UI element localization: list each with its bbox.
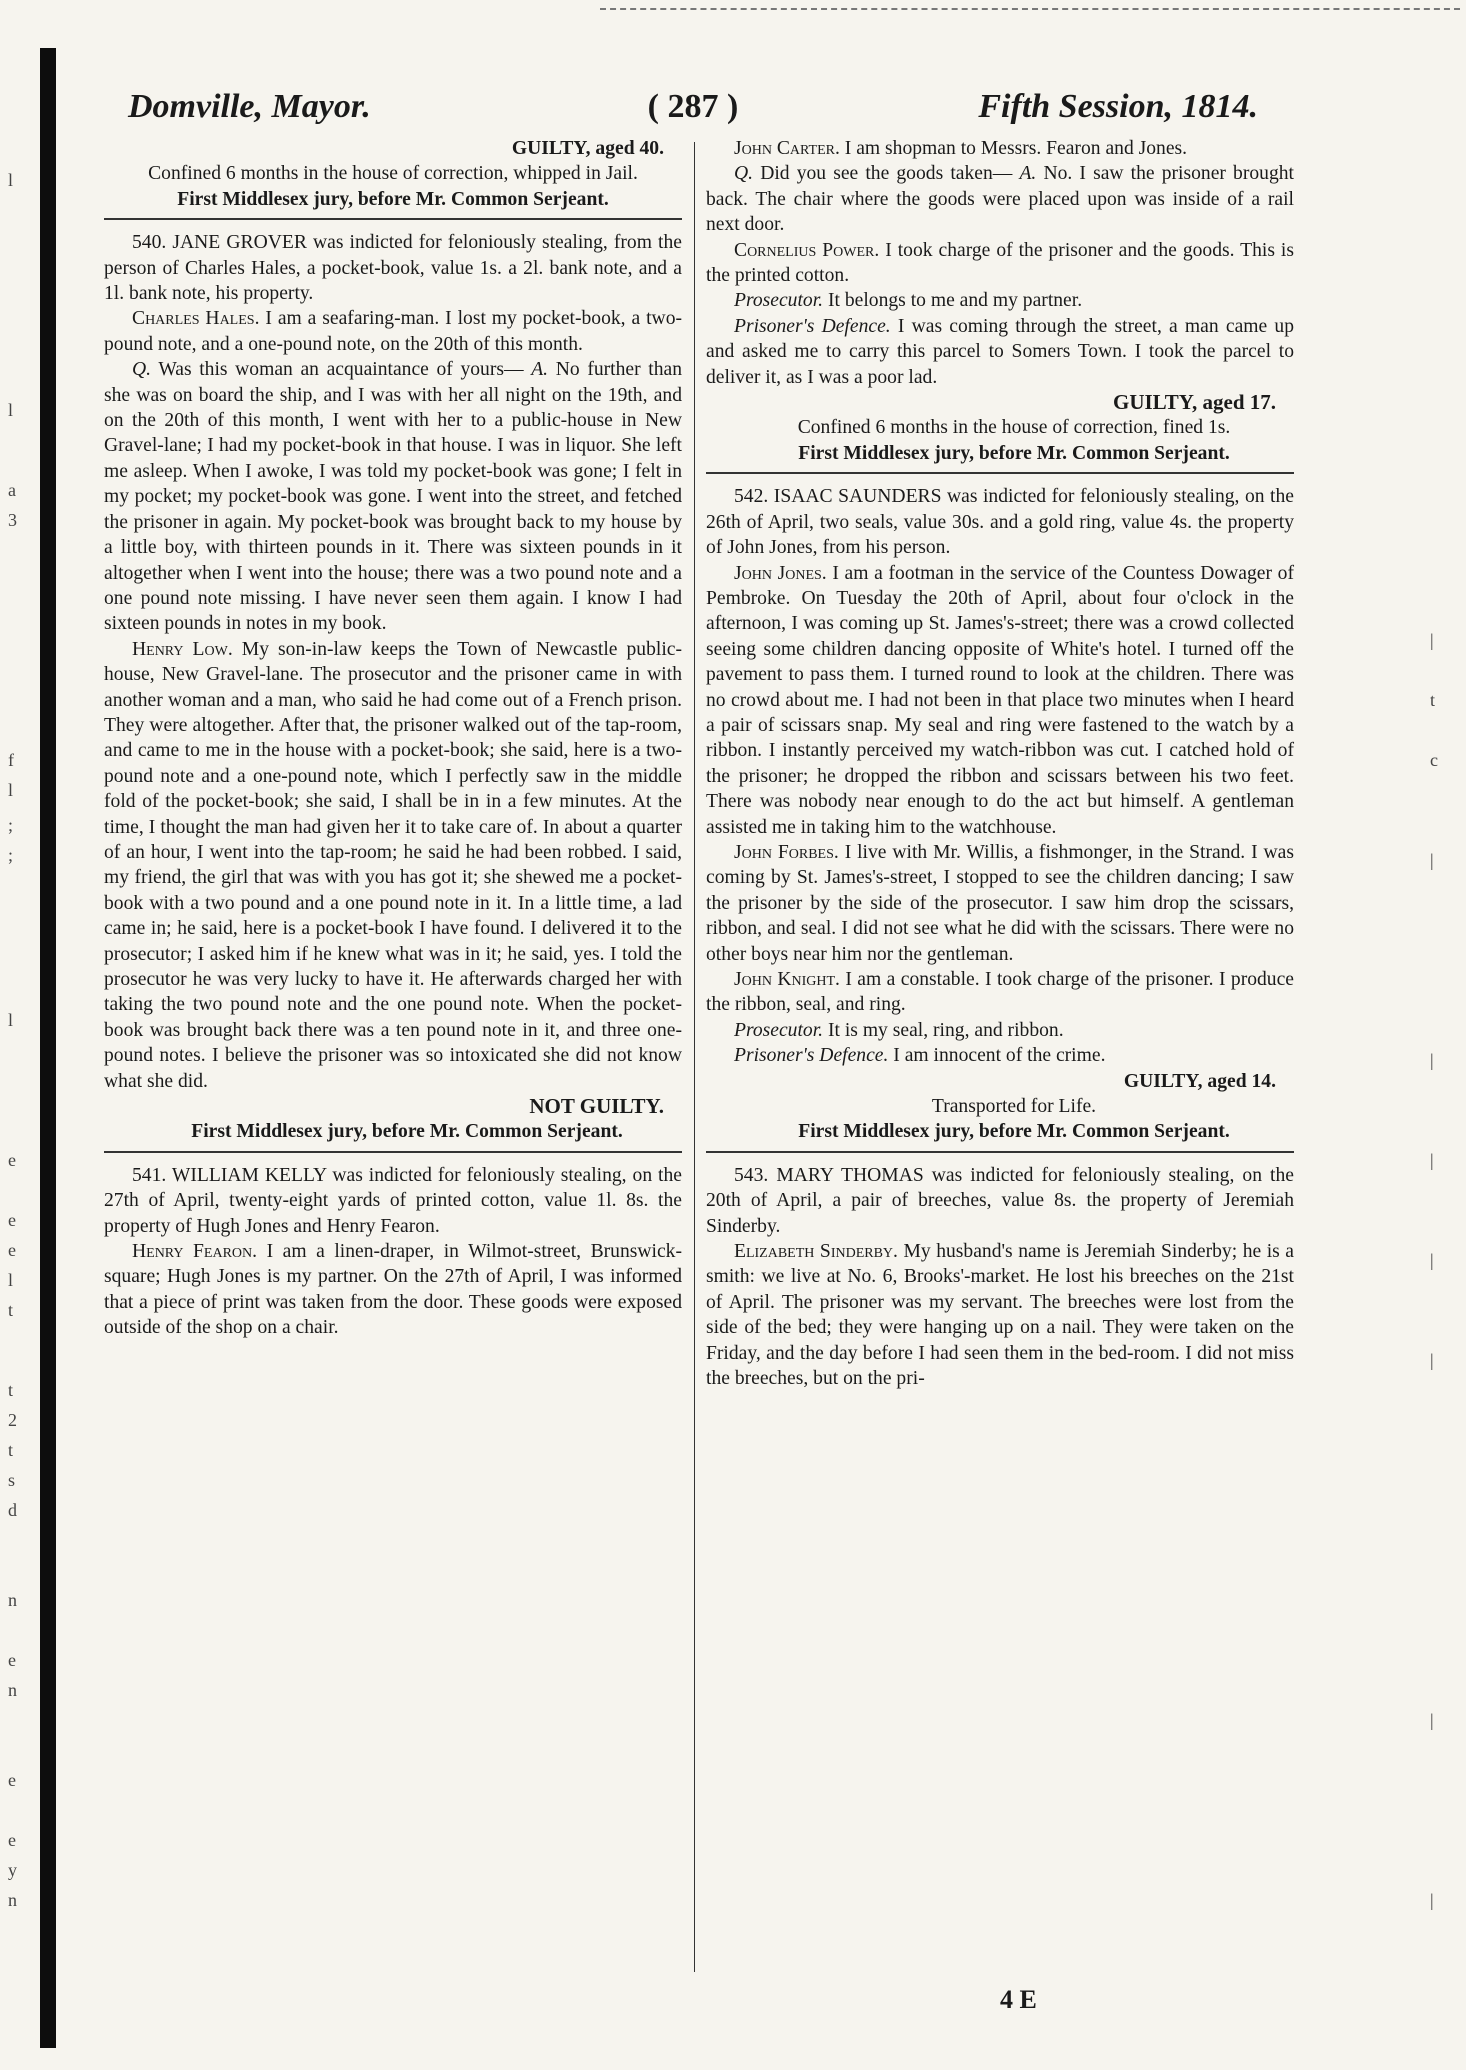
- case-541-continued: [706, 136, 1294, 466]
- testimony-text: I am a constable. I took charge of the prisoner. I produce the ribbon, seal, and ring.: [706, 969, 1295, 1016]
- testimony: [104, 637, 682, 1094]
- margin-mark: t: [1430, 690, 1436, 710]
- testimony: [706, 161, 1294, 237]
- statement-text: I am innocent of the crime.: [893, 1045, 1106, 1067]
- testimony: [104, 1239, 682, 1341]
- margin-mark: e: [8, 1240, 16, 1260]
- verdict: GUILTY, aged 17.: [1113, 390, 1276, 415]
- margin-mark: f: [8, 750, 14, 770]
- testimony: [706, 967, 1294, 1018]
- margin-mark: a: [8, 480, 16, 500]
- case-rule: [706, 1151, 1294, 1153]
- statement: [706, 288, 1294, 313]
- testimony-text: I am a seafaring-man. I lost my pocket-book, a two-pound note, and a one-pound note, on the 20th of this month.: [104, 308, 683, 355]
- answer-marker: A.: [1019, 163, 1037, 185]
- margin-mark: l: [8, 1270, 14, 1290]
- witness-name: John Carter.: [734, 138, 840, 159]
- margin-mark: |: [1430, 850, 1434, 870]
- margin-mark: 3: [8, 510, 17, 530]
- case-rule: [706, 472, 1294, 474]
- margin-mark: n: [8, 1890, 17, 1910]
- case-rule: [104, 218, 682, 220]
- role-label: Prisoner's Defence.: [734, 315, 891, 337]
- margin-mark: t: [8, 1300, 14, 1320]
- jury-line: First Middlesex jury, before Mr. Common Serjeant.: [798, 442, 1230, 464]
- margin-mark: s: [8, 1470, 16, 1490]
- margin-mark: e: [8, 1770, 16, 1790]
- witness-name: Cornelius Power.: [734, 239, 880, 261]
- role-label: Prosecutor.: [734, 1019, 824, 1041]
- witness-name: Henry Low.: [132, 638, 233, 660]
- case-540: [104, 230, 682, 1145]
- margin-mark: c: [1430, 750, 1438, 770]
- testimony-text: I live with Mr. Willis, a fishmonger, in the Strand. I was coming by St. James's-street, I stopped to see the children dancing; I saw the prisoner by the side of the prosecutor. I saw him drop the scissars, ribbon, and seal. I did not see what he did with the scissars. There were no other boys near him nor the gentleman.: [706, 841, 1294, 965]
- header-mayor: Domville, Mayor.: [128, 88, 371, 125]
- margin-mark: y: [8, 1860, 17, 1880]
- margin-mark: e: [8, 1210, 16, 1230]
- margin-mark: ;: [8, 845, 14, 865]
- signature-mark: 4 E: [1000, 1985, 1037, 2014]
- margin-mark: l: [8, 1010, 14, 1030]
- testimony-text: I took charge of the prisoner and the goods. This is the printed cotton.: [706, 239, 1294, 287]
- margin-mark: ;: [8, 815, 14, 835]
- binding-edge: [40, 48, 56, 2048]
- right-column: [706, 136, 1294, 1392]
- margin-mark: |: [1430, 1050, 1434, 1070]
- margin-mark: |: [1430, 1250, 1434, 1270]
- case-543: [706, 1163, 1294, 1392]
- left-margin-bleed: [0, 150, 40, 1990]
- right-margin-bleed: [1410, 150, 1466, 1990]
- indictment: 541. WILLIAM KELLY was indicted for feloniously stealing, on the 27th of April, twenty-eight yards of printed cotton, value 1l. 8s. the property of Hugh Jones and Henry Fearon.: [104, 1164, 682, 1237]
- jury-line: First Middlesex jury, before Mr. Common Serjeant.: [177, 188, 609, 210]
- margin-mark: n: [8, 1590, 17, 1610]
- indictment: 540. JANE GROVER was indicted for feloniously stealing, from the person of Charles Hales, a pocket-book, value 1s. a 2l. bank note, and a 1l. bank note, his property.: [104, 232, 682, 305]
- witness-name: Charles Hales.: [132, 308, 260, 330]
- statement: [706, 314, 1294, 390]
- sentence: Confined 6 months in the house of correction, whipped in Jail.: [148, 163, 638, 185]
- verdict: NOT GUILTY.: [529, 1094, 664, 1119]
- margin-mark: e: [8, 1150, 16, 1170]
- page-number: ( 287 ): [647, 88, 739, 125]
- margin-mark: |: [1430, 630, 1434, 650]
- running-header: [128, 88, 1258, 134]
- role-label: Prosecutor.: [734, 290, 824, 312]
- testimony: [706, 1239, 1294, 1391]
- statement: [706, 1018, 1294, 1043]
- testimony-text: No. I saw the prisoner brought back. The chair where the goods were placed upon was inside of a rail next door.: [706, 163, 1294, 236]
- role-label: Prisoner's Defence.: [734, 1045, 889, 1067]
- verdict: GUILTY, aged 40.: [511, 138, 664, 159]
- question-marker: Q.: [132, 359, 152, 381]
- top-edge-noise: [600, 8, 1460, 10]
- witness-name: John Forbes.: [734, 841, 839, 863]
- margin-mark: |: [1430, 1350, 1434, 1370]
- testimony-text: Did you see the goods taken—: [760, 163, 1013, 185]
- answer-marker: A.: [531, 359, 549, 381]
- margin-mark: |: [1430, 1890, 1434, 1910]
- statement-text: I was coming through the street, a man came up and asked me to carry this parcel to Somers Town. I took the parcel to deliver it, as I was a poor lad.: [706, 315, 1294, 388]
- header-session: Fifth Session, 1814.: [978, 88, 1258, 125]
- case-rule: [104, 1151, 682, 1153]
- testimony: [104, 357, 682, 636]
- witness-name: John Jones.: [734, 562, 827, 584]
- witness-name: Henry Fearon.: [132, 1241, 258, 1263]
- testimony-text: I am a footman in the service of the Countess Dowager of Pembroke. On Tuesday the 20th of April, about four o'clock in the afternoon, I was coming up St. James's-street; there was a crowd collected seeing some children dancing opposite of White's hotel. I turned off the pavement to pass them. I turned round to look at the children. There was no crowd about me. I had not been in that place two minutes when I heard a pair of scissars snap. My seal and ring were fastened to the watch by a ribbon. I instantly perceived my watch-ribbon was cut. I catched hold of the prisoner; he dropped the ribbon and scissars between his two feet. There was nobody near enough to do the act but himself. A gentleman assisted me in taking him to the watchhouse.: [706, 562, 1294, 838]
- witness-name: John Knight.: [734, 969, 840, 990]
- testimony-text: I am shopman to Messrs. Fearon and Jones.: [844, 138, 1188, 159]
- margin-mark: |: [1430, 1150, 1434, 1170]
- margin-mark: l: [8, 170, 14, 190]
- statement-text: It belongs to me and my partner.: [827, 290, 1083, 312]
- question-marker: Q.: [734, 163, 754, 185]
- margin-mark: t: [8, 1440, 14, 1460]
- case-542: [706, 484, 1294, 1145]
- statement-text: It is my seal, ring, and ribbon.: [827, 1019, 1064, 1041]
- sentence: Transported for Life.: [931, 1096, 1097, 1118]
- margin-mark: e: [8, 1650, 16, 1670]
- testimony: [706, 561, 1294, 840]
- indictment: 542. ISAAC SAUNDERS was indicted for feloniously stealing, on the 26th of April, two seals, value 30s. and a gold ring, value 4s. the property of John Jones, from his person.: [706, 486, 1294, 559]
- testimony-text: No further than she was on board the ship, and I was with her all night on the 19th, and on the 20th of this month, I went with her to a public-house in New Gravel-lane; I had my pocket-book in that house. I was in liquor. She left me asleep. When I awoke, I was told my pocket-book was gone; I felt in my pocket; my pocket-book was gone. I went into the street, and fetched the prisoner in again. My pocket-book was brought back to my house by a little boy, with thirteen pounds in it. There was sixteen pounds in it altogether when I went into the house; there was a two pound note and a one pound note missing. I have never seen them again. I know I had sixteen pounds in notes in my book.: [104, 359, 682, 635]
- margin-mark: 2: [8, 1410, 17, 1430]
- verdict: GUILTY, aged 14.: [1123, 1070, 1276, 1092]
- case-541: [104, 1163, 682, 1341]
- margin-mark: n: [8, 1680, 17, 1700]
- testimony: [706, 840, 1294, 967]
- sentence: Confined 6 months in the house of correction, fined 1s.: [797, 417, 1231, 439]
- witness-name: Elizabeth Sinderby.: [734, 1241, 898, 1263]
- column-divider: [694, 142, 695, 1972]
- margin-mark: l: [8, 400, 14, 420]
- margin-mark: t: [8, 1380, 14, 1400]
- testimony-text: I am a linen-draper, in Wilmot-street, Brunswick-square; Hugh Jones is my partner. On the 27th of April, I was informed that a piece of print was taken from the door. These goods were exposed outside of the shop on a chair.: [104, 1241, 682, 1339]
- margin-mark: l: [8, 780, 14, 800]
- indictment: 543. MARY THOMAS was indicted for feloniously stealing, on the 20th of April, a pair of breeches, value 8s. the property of Jeremiah Sinderby.: [706, 1164, 1294, 1237]
- statement: [706, 1043, 1294, 1068]
- left-column: [104, 136, 682, 1341]
- jury-line: First Middlesex jury, before Mr. Common Serjeant.: [798, 1121, 1230, 1143]
- margin-mark: d: [8, 1500, 17, 1520]
- margin-mark: e: [8, 1830, 16, 1850]
- testimony: [706, 238, 1294, 289]
- testimony: [104, 306, 682, 357]
- testimony: [706, 136, 1294, 161]
- testimony-text: My husband's name is Jeremiah Sinderby; he is a smith: we live at No. 6, Brooks'-market. He lost his breeches on the 21st of April. The prisoner was my servant. The breeches were lost from the side of the bed; they were hanging up on a nail. They were taken on the Friday, and the day before I had seen them in the bed-room. I did not miss the breeches, but on the pri-: [706, 1241, 1294, 1390]
- margin-mark: |: [1430, 1710, 1434, 1730]
- testimony-text: My son-in-law keeps the Town of Newcastle public-house, New Gravel-lane. The prosecutor and the prisoner came in with another woman and a man, who said he had come out of a French prison. They were altogether. After that, the prisoner walked out of the tap-room, and came to me in the house with a pocket-book; she said, here is a two-pound note and a one-pound note, which I perfectly saw in the middle fold of the pocket-book; she said, I shall be in in a few minutes. At the time, I thought the man had given her it to take care of. In about a quarter of an hour, I went into the tap-room; he said he had been robbed. I said, my friend, the girl that was with you has got it; she shewed me a pocket-book with a two pound and a one pound note in it. In a little time, a lad came in; he said, here is a pocket-book I have found. I delivered it to the prosecutor; I asked him if he knew what was in it; he said, yes. I told the prosecutor he was very lucky to have it. He afterwards charged her with taking the two pound note and the one pound note. When the pocket-book was brought back there was a ten pound note in it, and three one-pound notes. I believe the prisoner was so intoxicated she did not know what she did.: [104, 638, 682, 1092]
- testimony-text: Was this woman an acquaintance of yours—: [158, 359, 524, 381]
- jury-line: First Middlesex jury, before Mr. Common Serjeant.: [191, 1121, 623, 1143]
